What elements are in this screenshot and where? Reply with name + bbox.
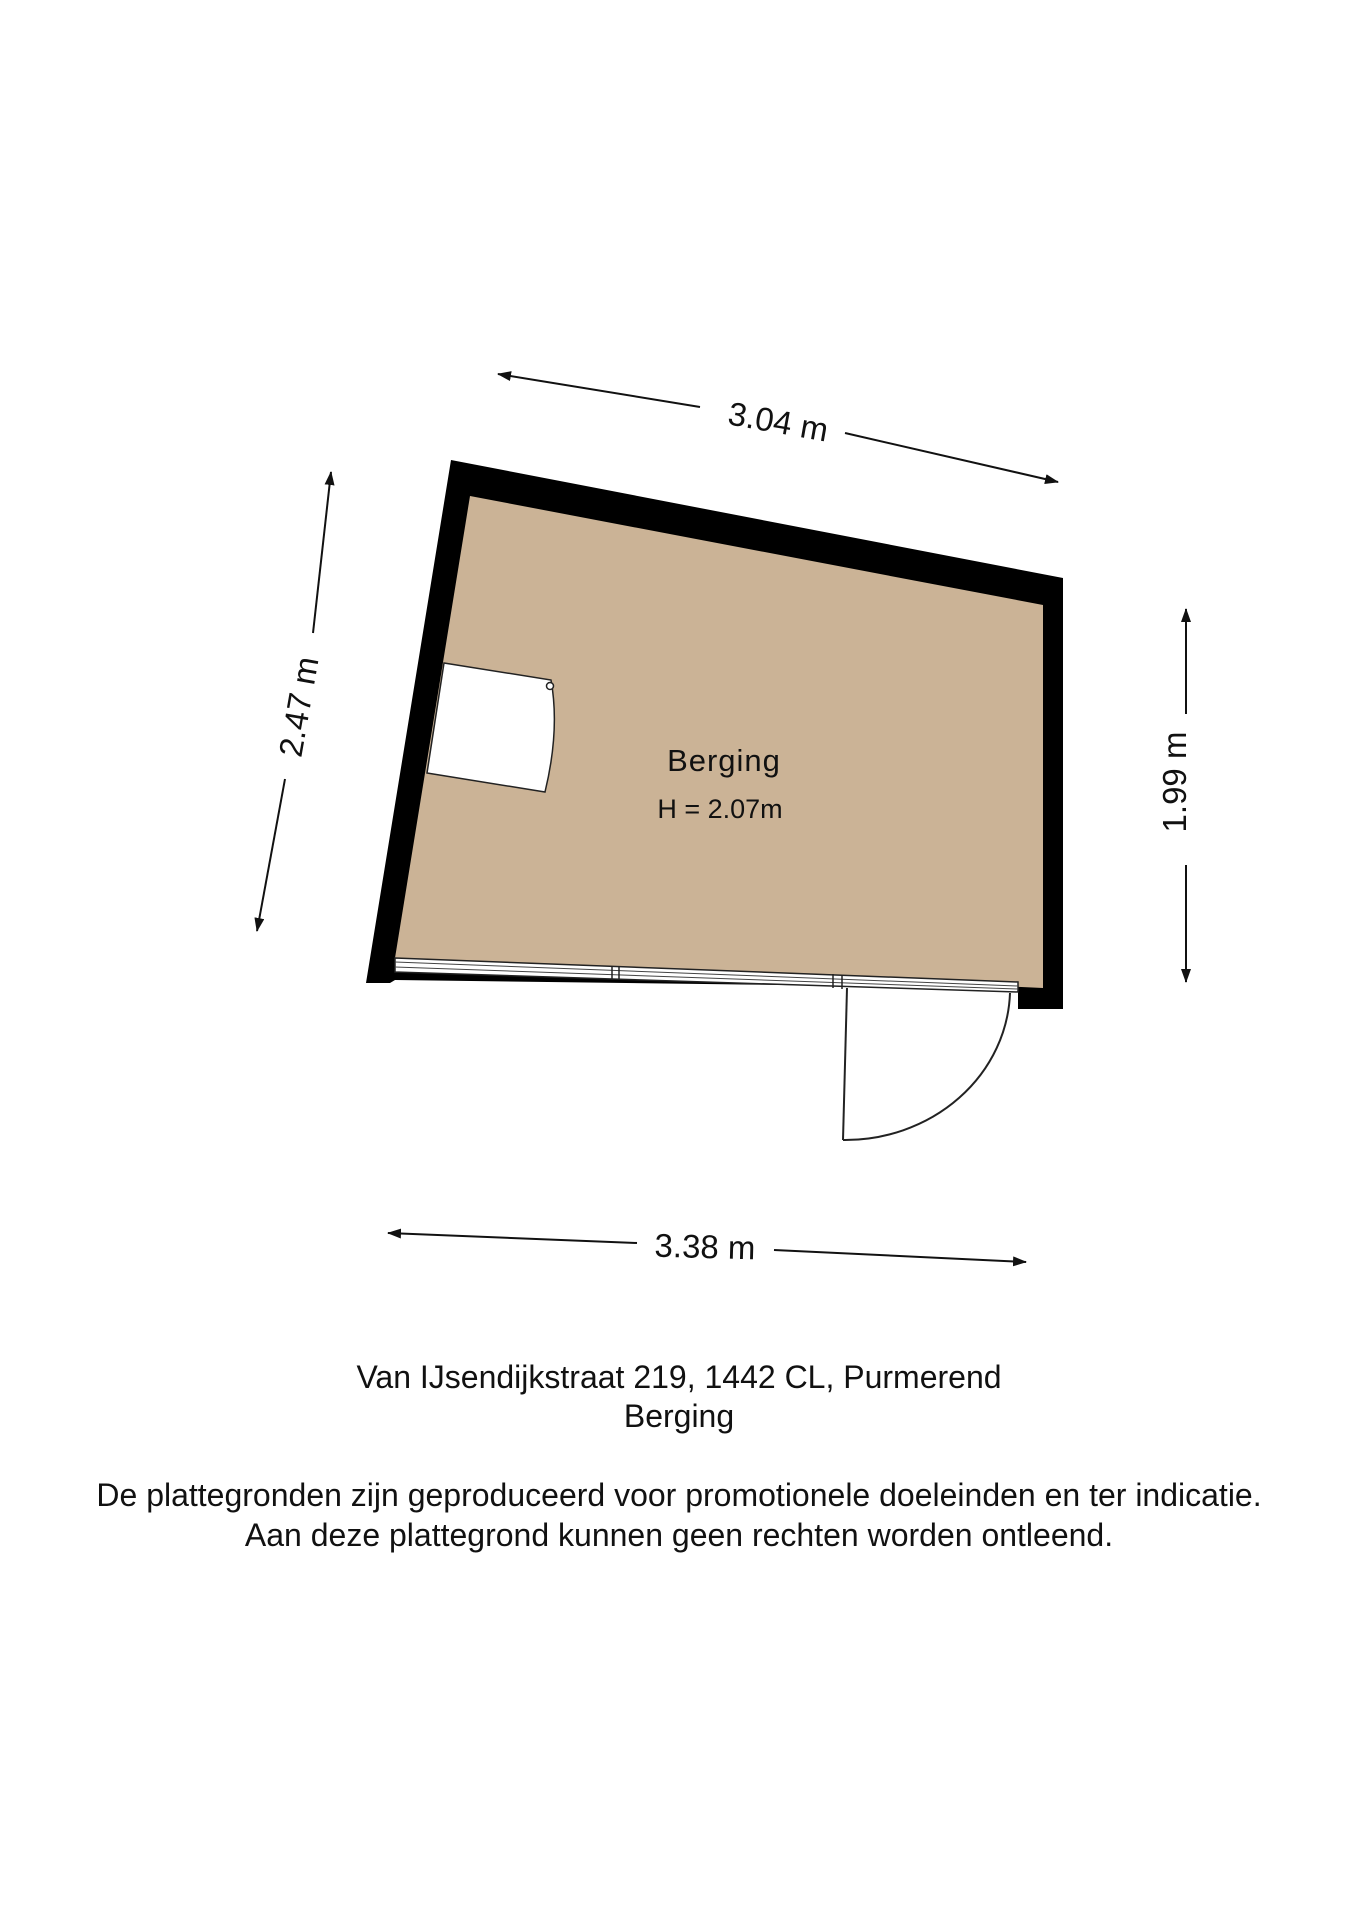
door — [843, 988, 1010, 1140]
dimension-right — [1156, 609, 1193, 982]
dimension-top-label: 3.04 m — [725, 394, 832, 449]
floor-caption: Berging — [623, 1398, 735, 1434]
dimension-bottom-label: 3.38 m — [654, 1226, 756, 1267]
storage-cabinet — [427, 663, 554, 792]
disclaimer-line-2: Aan deze plattegrond kunnen geen rechten worden ontleend. — [244, 1517, 1114, 1553]
dimension-bottom — [388, 1227, 1026, 1267]
address-caption: Van IJsendijkstraat 219, 1442 CL, Purmerend — [356, 1359, 1002, 1395]
dimension-right-label: 1.99 m — [1156, 731, 1193, 833]
dimension-left-label: 2.47 m — [271, 653, 326, 760]
disclaimer-line-1: De plattegronden zijn geproduceerd voor promotionele doeleinden en ter indicatie. — [96, 1477, 1262, 1513]
room-height: H = 2.07m — [657, 794, 783, 824]
dimension-left — [257, 472, 331, 931]
dimension-top — [498, 374, 1058, 482]
room-name: Berging — [667, 743, 781, 778]
